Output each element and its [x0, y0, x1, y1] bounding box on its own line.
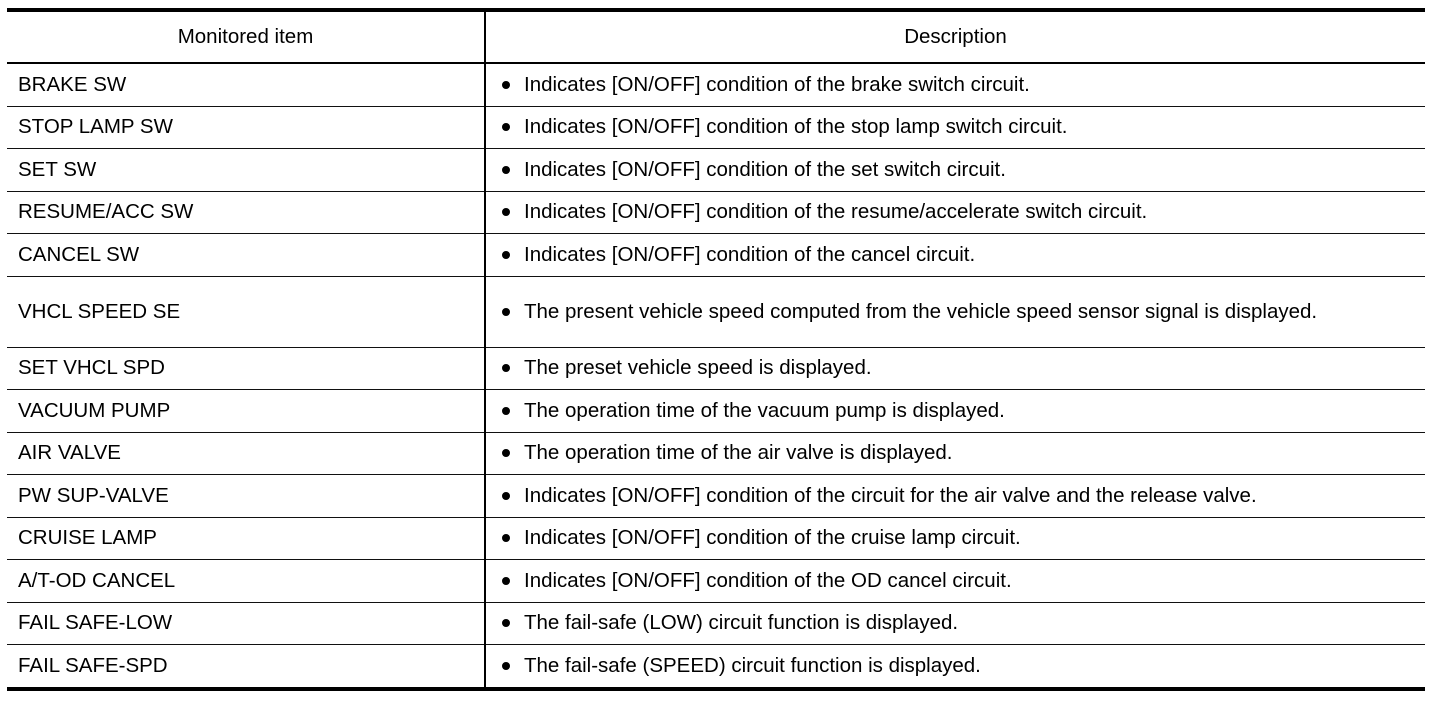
table-row [7, 432, 1425, 475]
monitored-item-cell: VHCL SPEED SE [7, 276, 485, 347]
bullet-icon [500, 297, 524, 327]
description-text: Indicates [ON/OFF] condition of the circuit for the air valve and the release valve. [524, 483, 1257, 507]
monitored-items-table-wrapper [7, 8, 1425, 691]
monitored-item-cell: SET VHCL SPD [7, 347, 485, 390]
header-monitored-item: Monitored item [7, 10, 485, 63]
description-cell [485, 517, 1425, 560]
bullet-icon [500, 608, 524, 638]
description-bullet-item [500, 197, 1413, 227]
description-text: Indicates [ON/OFF] condition of the set switch circuit. [524, 157, 1006, 181]
table-row [7, 347, 1425, 390]
bullet-icon [500, 353, 524, 383]
description-text: The fail-safe (SPEED) circuit function is displayed. [524, 653, 981, 677]
description-cell [485, 602, 1425, 645]
table-row [7, 106, 1425, 149]
table-header-row [7, 10, 1425, 63]
header-description: Description [485, 10, 1425, 63]
monitored-item-cell: PW SUP-VALVE [7, 475, 485, 518]
bullet-icon [500, 438, 524, 468]
description-text: Indicates [ON/OFF] condition of the cancel circuit. [524, 242, 976, 266]
description-cell [485, 432, 1425, 475]
table-row [7, 149, 1425, 192]
table-row [7, 234, 1425, 277]
description-cell [485, 276, 1425, 347]
monitored-item-cell: STOP LAMP SW [7, 106, 485, 149]
monitored-item-cell: SET SW [7, 149, 485, 192]
description-bullet-item [500, 240, 1413, 270]
description-bullet-item [500, 523, 1413, 553]
description-text: Indicates [ON/OFF] condition of the stop lamp switch circuit. [524, 115, 1068, 139]
table-row [7, 645, 1425, 689]
monitored-items-table [7, 8, 1425, 691]
description-cell [485, 645, 1425, 689]
bullet-icon [500, 112, 524, 142]
bullet-icon [500, 396, 524, 426]
monitored-item-cell: FAIL SAFE-LOW [7, 602, 485, 645]
description-bullet-item [500, 481, 1413, 511]
table-row [7, 560, 1425, 603]
description-bullet-item [500, 651, 1413, 681]
bullet-icon [500, 197, 524, 227]
bullet-icon [500, 651, 524, 681]
description-bullet-item [500, 155, 1413, 185]
description-cell [485, 560, 1425, 603]
bullet-icon [500, 240, 524, 270]
description-text: The present vehicle speed computed from the vehicle speed sensor signal is displayed. [524, 299, 1318, 323]
table-row [7, 390, 1425, 433]
description-cell [485, 234, 1425, 277]
description-text: Indicates [ON/OFF] condition of the OD cancel circuit. [524, 568, 1012, 592]
description-bullet-item [500, 70, 1413, 100]
description-cell [485, 347, 1425, 390]
table-row [7, 517, 1425, 560]
description-bullet-item [500, 396, 1413, 426]
table-row [7, 276, 1425, 347]
bullet-icon [500, 566, 524, 596]
bullet-icon [500, 155, 524, 185]
monitored-item-cell: AIR VALVE [7, 432, 485, 475]
description-text: The fail-safe (LOW) circuit function is displayed. [524, 611, 959, 635]
description-bullet-item [500, 353, 1413, 383]
description-bullet-item [500, 438, 1413, 468]
description-text: The operation time of the air valve is displayed. [524, 441, 953, 465]
description-bullet-item [500, 566, 1413, 596]
description-text: The preset vehicle speed is displayed. [524, 356, 872, 380]
table-row [7, 475, 1425, 518]
bullet-icon [500, 70, 524, 100]
description-text: Indicates [ON/OFF] condition of the brake switch circuit. [524, 72, 1030, 96]
monitored-item-cell: VACUUM PUMP [7, 390, 485, 433]
monitored-item-cell: FAIL SAFE-SPD [7, 645, 485, 689]
monitored-item-cell: BRAKE SW [7, 63, 485, 106]
bullet-icon [500, 481, 524, 511]
description-text: Indicates [ON/OFF] condition of the cruise lamp circuit. [524, 526, 1021, 550]
monitored-item-cell: CANCEL SW [7, 234, 485, 277]
monitored-item-cell: A/T-OD CANCEL [7, 560, 485, 603]
description-bullet-item [500, 112, 1413, 142]
description-text: Indicates [ON/OFF] condition of the resume/accelerate switch circuit. [524, 200, 1148, 224]
monitored-item-cell: RESUME/ACC SW [7, 191, 485, 234]
bullet-icon [500, 523, 524, 553]
description-cell [485, 475, 1425, 518]
table-row [7, 602, 1425, 645]
monitored-item-cell: CRUISE LAMP [7, 517, 485, 560]
description-cell [485, 390, 1425, 433]
description-cell [485, 63, 1425, 106]
description-text: The operation time of the vacuum pump is displayed. [524, 398, 1005, 422]
description-bullet-item [500, 297, 1413, 327]
description-cell [485, 149, 1425, 192]
table-row [7, 63, 1425, 106]
table-row [7, 191, 1425, 234]
description-cell [485, 191, 1425, 234]
table-body [7, 63, 1425, 689]
description-cell [485, 106, 1425, 149]
description-bullet-item [500, 608, 1413, 638]
